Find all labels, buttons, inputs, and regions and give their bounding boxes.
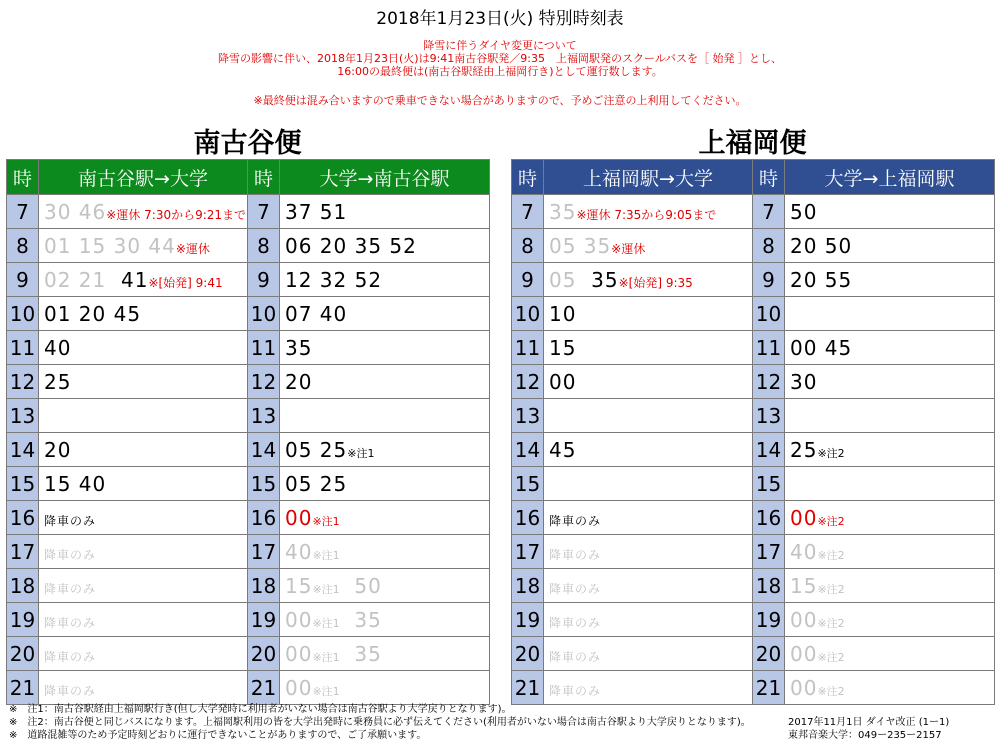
hour-cell: 14 — [7, 433, 39, 467]
hour-cell: 11 — [7, 331, 39, 365]
cancelled-times: 35 — [354, 607, 382, 632]
footnote-ref: ※注2 — [817, 616, 845, 630]
hour-header: 時 — [7, 160, 39, 195]
from-university-times — [785, 365, 995, 399]
to-university-times — [39, 331, 248, 365]
from-university-times — [280, 331, 490, 365]
hour-cell: 9 — [753, 263, 785, 297]
hour-cell: 7 — [753, 195, 785, 229]
hour-cell: 20 — [248, 637, 280, 671]
to-university-times — [544, 569, 753, 603]
to-university-times — [39, 501, 248, 535]
table-row — [512, 603, 995, 637]
footnote-ref: ※注1 — [312, 650, 340, 664]
table-row — [7, 535, 490, 569]
hour-cell: 15 — [753, 467, 785, 501]
table-row — [512, 263, 995, 297]
from-university-times — [785, 229, 995, 263]
contact-phone: 東邦音楽大学：049ー235ー2157 — [788, 730, 942, 741]
hour-cell: 19 — [248, 603, 280, 637]
footnote-3: ※ 道路混雑等のため予定時刻どおりに運行できないことがありますので、ご了承願います。 — [9, 730, 427, 741]
hour-cell: 13 — [248, 399, 280, 433]
table-row — [7, 331, 490, 365]
to-university-times — [544, 637, 753, 671]
hour-cell: 19 — [753, 603, 785, 637]
footnote-ref: ※注1 — [312, 684, 340, 698]
cancelled-times: 35 — [549, 199, 577, 224]
table-row — [7, 399, 490, 433]
departure-times: 20 — [285, 369, 313, 394]
minamikoshigaya-title: 南古谷便 — [193, 128, 302, 159]
from-university-times — [785, 603, 995, 637]
footnote-ref: ※注2 — [817, 446, 845, 460]
hour-cell: 21 — [248, 671, 280, 705]
departure-times: 40 — [44, 335, 72, 360]
service-note: ※[始発] 9:41 — [148, 275, 223, 290]
hour-cell: 21 — [512, 671, 544, 705]
notice-text-2: 16:00の最終便は(南古谷駅経由上福岡行き)として運行数します。 — [337, 65, 663, 78]
hour-cell: 9 — [248, 263, 280, 297]
table-row — [512, 569, 995, 603]
cancelled-times: 15 — [790, 573, 818, 598]
from-university-times — [785, 671, 995, 705]
hour-cell: 12 — [753, 365, 785, 399]
kamifukuoka-timetable — [511, 159, 995, 705]
cancelled-times: 01 15 30 44 — [44, 233, 176, 258]
drop-off-only: 降車のみ — [549, 615, 602, 630]
to-university-times — [39, 535, 248, 569]
departure-times: 30 — [790, 369, 818, 394]
from-university-times — [280, 365, 490, 399]
table-row — [512, 297, 995, 331]
from-university-times — [280, 433, 490, 467]
drop-off-only: 降車のみ — [44, 649, 97, 664]
to-university-times — [544, 501, 753, 535]
from-university-times — [280, 637, 490, 671]
from-university-times — [785, 399, 995, 433]
from-university-header: 大学→上福岡駅 — [785, 160, 995, 195]
departure-times: 35 — [285, 335, 313, 360]
table-row — [7, 637, 490, 671]
departure-times: 12 32 52 — [285, 267, 383, 292]
departure-times: 01 20 45 — [44, 301, 142, 326]
drop-off-only: 降車のみ — [44, 547, 97, 562]
notice-text-1: 降雪の影響に伴い、2018年1月23日(火)は9:41南古谷駅発／9:35 上福岡駅発のスクールバスを［ 始発 ］とし、 — [218, 52, 782, 65]
table-row — [7, 569, 490, 603]
cancelled-times: 00 — [285, 675, 313, 700]
drop-off-only: 降車のみ — [44, 683, 97, 698]
hour-cell: 7 — [512, 195, 544, 229]
footnote-ref: ※注1 — [312, 514, 340, 528]
from-university-times — [785, 331, 995, 365]
departure-times: 20 — [44, 437, 72, 462]
hour-cell: 13 — [7, 399, 39, 433]
footnote-ref: ※注2 — [817, 650, 845, 664]
to-university-times — [39, 263, 248, 297]
to-university-header: 南古谷駅→大学 — [39, 160, 248, 195]
table-row — [512, 365, 995, 399]
departure-times: 20 50 — [790, 233, 853, 258]
hour-cell: 9 — [512, 263, 544, 297]
to-university-times — [39, 297, 248, 331]
service-note: ※運休 — [175, 241, 210, 256]
page-title: 2018年1月23日(火) 特別時刻表 — [376, 9, 624, 29]
timetable-header — [512, 160, 995, 195]
to-university-times — [544, 535, 753, 569]
from-university-times — [785, 195, 995, 229]
notice-heading: 降雪に伴うダイヤ変更について — [423, 39, 577, 52]
hour-header: 時 — [512, 160, 544, 195]
departure-times: 07 40 — [285, 301, 348, 326]
to-university-times — [39, 365, 248, 399]
hour-cell: 10 — [248, 297, 280, 331]
footnote-ref: ※注2 — [817, 684, 845, 698]
hour-cell: 8 — [753, 229, 785, 263]
hour-header: 時 — [248, 160, 280, 195]
to-university-times — [39, 399, 248, 433]
table-row — [512, 331, 995, 365]
table-row — [7, 263, 490, 297]
hour-cell: 10 — [753, 297, 785, 331]
table-row — [7, 433, 490, 467]
footnote-ref: ※注2 — [817, 582, 845, 596]
cancelled-times: 00 — [285, 641, 313, 666]
departure-times: 37 51 — [285, 199, 348, 224]
to-university-times — [39, 229, 248, 263]
from-university-times — [785, 433, 995, 467]
to-university-times — [544, 195, 753, 229]
table-row — [7, 603, 490, 637]
cancelled-times: 00 — [790, 607, 818, 632]
hour-cell: 7 — [248, 195, 280, 229]
hour-cell: 8 — [512, 229, 544, 263]
from-university-times — [785, 569, 995, 603]
hour-cell: 19 — [512, 603, 544, 637]
from-university-header: 大学→南古谷駅 — [280, 160, 490, 195]
to-university-times — [544, 331, 753, 365]
hour-cell: 14 — [512, 433, 544, 467]
kamifukuoka-title: 上福岡便 — [698, 128, 807, 159]
departure-times: 06 20 35 52 — [285, 233, 417, 258]
to-university-header: 上福岡駅→大学 — [544, 160, 753, 195]
notice-warning: ※最終便は混み合いますので乗車できない場合がありますので、予めご注意の上利用してください。 — [253, 94, 747, 107]
to-university-times — [39, 569, 248, 603]
revision-date: 2017年11月1日 ダイヤ改正 (1ー1) — [788, 717, 950, 728]
hour-cell: 18 — [7, 569, 39, 603]
to-university-times — [39, 433, 248, 467]
cancelled-times: 05 35 — [549, 233, 612, 258]
table-row — [512, 195, 995, 229]
from-university-times — [280, 501, 490, 535]
hour-cell: 12 — [512, 365, 544, 399]
hour-cell: 13 — [512, 399, 544, 433]
hour-cell: 16 — [7, 501, 39, 535]
hour-cell: 17 — [248, 535, 280, 569]
to-university-times — [544, 365, 753, 399]
drop-off-only: 降車のみ — [549, 649, 602, 664]
table-row — [7, 365, 490, 399]
table-row — [512, 229, 995, 263]
drop-off-only: 降車のみ — [549, 513, 602, 528]
departure-times: 00 45 — [790, 335, 853, 360]
table-row — [7, 297, 490, 331]
hour-cell: 8 — [248, 229, 280, 263]
hour-cell: 7 — [7, 195, 39, 229]
hour-cell: 18 — [512, 569, 544, 603]
table-row — [512, 433, 995, 467]
hour-cell: 21 — [753, 671, 785, 705]
hour-cell: 15 — [512, 467, 544, 501]
service-note: ※運休 7:35から9:05まで — [576, 207, 717, 222]
minamikoshigaya-timetable — [6, 159, 490, 705]
to-university-times — [544, 263, 753, 297]
to-university-times — [39, 467, 248, 501]
from-university-times — [785, 297, 995, 331]
table-row — [512, 467, 995, 501]
service-note: ※[始発] 9:35 — [618, 275, 693, 290]
hour-cell: 12 — [248, 365, 280, 399]
departure-times: 15 40 — [44, 471, 107, 496]
hour-cell: 16 — [248, 501, 280, 535]
from-university-times — [280, 195, 490, 229]
hour-header: 時 — [753, 160, 785, 195]
cancelled-times: 15 — [285, 573, 313, 598]
footnote-1: ※ 注1：南古谷駅経由上福岡駅行き(但し大学発時に利用者がいない場合は南古谷駅より大学戻りとなります)。 — [9, 704, 512, 715]
to-university-times — [39, 603, 248, 637]
cancelled-times: 40 — [285, 539, 313, 564]
cancelled-times: 30 46 — [44, 199, 107, 224]
drop-off-only: 降車のみ — [549, 581, 602, 596]
hour-cell: 18 — [753, 569, 785, 603]
hour-cell: 11 — [512, 331, 544, 365]
hour-cell: 17 — [753, 535, 785, 569]
drop-off-only: 降車のみ — [549, 547, 602, 562]
drop-off-only: 降車のみ — [44, 513, 97, 528]
from-university-times — [280, 535, 490, 569]
departure-times: 00 — [790, 505, 818, 530]
footnote-ref: ※注2 — [817, 514, 845, 528]
to-university-times — [544, 399, 753, 433]
hour-cell: 20 — [753, 637, 785, 671]
timetable-header — [7, 160, 490, 195]
hour-cell: 15 — [7, 467, 39, 501]
hour-cell: 16 — [753, 501, 785, 535]
from-university-times — [280, 399, 490, 433]
service-note: ※運休 7:30から9:21まで — [106, 207, 247, 222]
to-university-times — [544, 229, 753, 263]
footnote-ref: ※注2 — [817, 548, 845, 562]
drop-off-only: 降車のみ — [44, 581, 97, 596]
footnote-2: ※ 注2：南古谷便と同じバスになります。上福岡駅利用の皆を大学出発時に乗務員に必ず伝えてください(利用者がいない場合は南古谷駅より大学戻りとなります)。 — [9, 717, 751, 728]
table-row — [512, 501, 995, 535]
hour-cell: 13 — [753, 399, 785, 433]
drop-off-only: 降車のみ — [549, 683, 602, 698]
departure-times: 00 — [285, 505, 313, 530]
table-row — [512, 637, 995, 671]
service-note: ※運休 — [611, 241, 646, 256]
table-row — [7, 229, 490, 263]
footnote-ref: ※注1 — [312, 582, 340, 596]
footnote-ref: ※注1 — [312, 548, 340, 562]
to-university-times — [544, 603, 753, 637]
departure-times: 25 — [44, 369, 72, 394]
from-university-times — [785, 535, 995, 569]
table-row — [512, 671, 995, 705]
hour-cell: 19 — [7, 603, 39, 637]
from-university-times — [280, 263, 490, 297]
from-university-times — [785, 637, 995, 671]
cancelled-times: 00 — [790, 675, 818, 700]
hour-cell: 10 — [512, 297, 544, 331]
from-university-times — [785, 501, 995, 535]
cancelled-times: 05 — [549, 267, 577, 292]
cancelled-times: 00 — [790, 641, 818, 666]
departure-times: 25 — [790, 437, 818, 462]
departure-times: 41 — [120, 267, 149, 292]
table-row — [7, 501, 490, 535]
hour-cell: 20 — [7, 637, 39, 671]
from-university-times — [280, 229, 490, 263]
from-university-times — [280, 297, 490, 331]
to-university-times — [39, 195, 248, 229]
from-university-times — [785, 467, 995, 501]
hour-cell: 14 — [753, 433, 785, 467]
table-row — [512, 399, 995, 433]
hour-cell: 12 — [7, 365, 39, 399]
departure-times: 05 25 — [285, 471, 348, 496]
departure-times: 15 — [549, 335, 577, 360]
hour-cell: 18 — [248, 569, 280, 603]
hour-cell: 10 — [7, 297, 39, 331]
notice-block — [0, 39, 1000, 78]
to-university-times — [544, 297, 753, 331]
cancelled-times: 50 — [354, 573, 382, 598]
to-university-times — [39, 637, 248, 671]
footnote-ref: ※注1 — [312, 616, 340, 630]
hour-cell: 16 — [512, 501, 544, 535]
departure-times: 20 55 — [790, 267, 853, 292]
departure-times: 10 — [549, 301, 577, 326]
hour-cell: 20 — [512, 637, 544, 671]
to-university-times — [544, 433, 753, 467]
hour-cell: 8 — [7, 229, 39, 263]
hour-cell: 11 — [753, 331, 785, 365]
from-university-times — [280, 467, 490, 501]
cancelled-times: 35 — [354, 641, 382, 666]
hour-cell: 11 — [248, 331, 280, 365]
from-university-times — [785, 263, 995, 297]
hour-cell: 17 — [512, 535, 544, 569]
table-row — [7, 195, 490, 229]
hour-cell: 9 — [7, 263, 39, 297]
departure-times: 05 25 — [285, 437, 348, 462]
cancelled-times: 40 — [790, 539, 818, 564]
to-university-times — [544, 467, 753, 501]
from-university-times — [280, 569, 490, 603]
hour-cell: 14 — [248, 433, 280, 467]
cancelled-times: 00 — [285, 607, 313, 632]
departure-times: 50 — [790, 199, 818, 224]
cancelled-times: 02 21 — [44, 267, 107, 292]
from-university-times — [280, 603, 490, 637]
to-university-times — [544, 671, 753, 705]
table-row — [7, 467, 490, 501]
departure-times: 45 — [549, 437, 577, 462]
hour-cell: 15 — [248, 467, 280, 501]
footnote-ref: ※注1 — [347, 446, 375, 460]
departure-times: 35 — [591, 267, 619, 292]
departure-times: 00 — [549, 369, 577, 394]
hour-cell: 17 — [7, 535, 39, 569]
table-row — [512, 535, 995, 569]
drop-off-only: 降車のみ — [44, 615, 97, 630]
hour-cell: 21 — [7, 671, 39, 705]
